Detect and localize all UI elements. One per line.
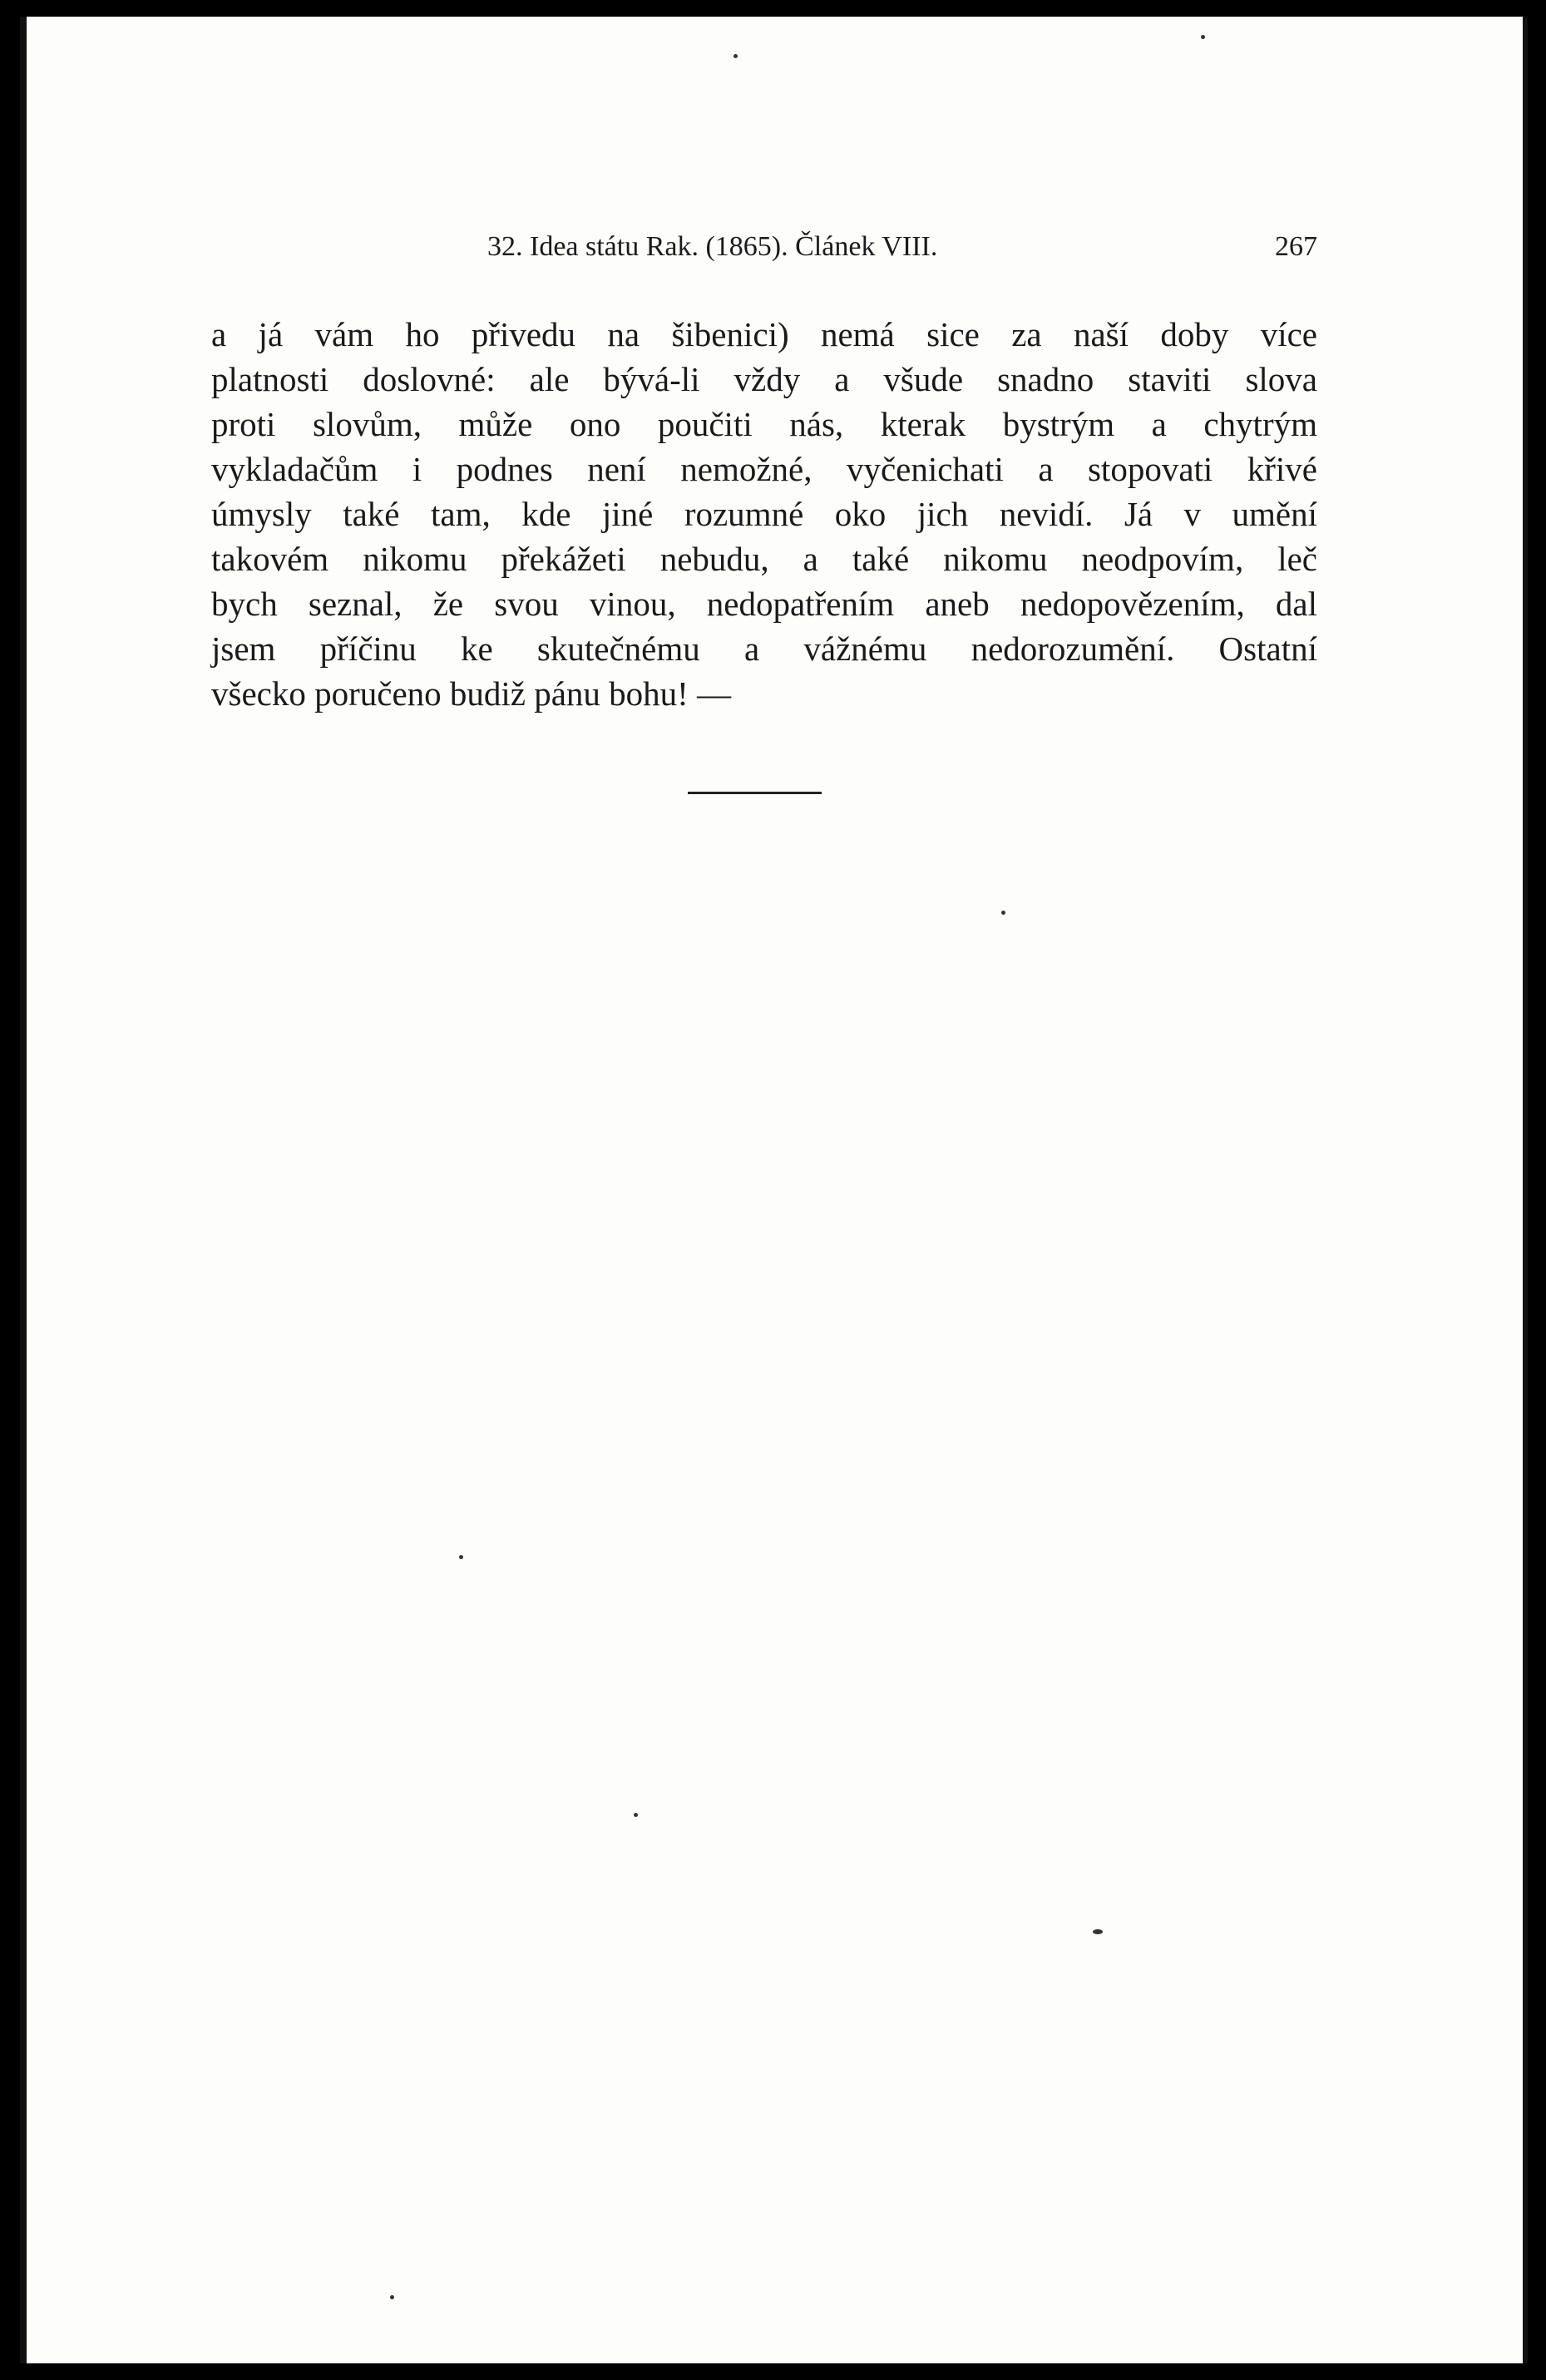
text-line: úmysly také tam, kde jiné rozumné oko jich nevidí. Já v umění bbox=[211, 495, 1317, 533]
text-line: takovém nikomu překážeti nebudu, a také nikomu neodpovím, leč bbox=[211, 540, 1317, 578]
text-line: platnosti doslovné: ale bývá-li vždy a všude snadno staviti slova bbox=[211, 360, 1317, 398]
text-line: a já vám ho přivedu na šibenici) nemá sice za naší doby více bbox=[211, 315, 1317, 353]
book-page bbox=[20, 17, 1528, 2363]
body-paragraph bbox=[211, 312, 1317, 716]
page-number: 267 bbox=[1275, 231, 1317, 262]
paper-speck bbox=[1001, 911, 1005, 915]
paper-speck bbox=[634, 1813, 638, 1817]
paper-speck bbox=[733, 54, 738, 58]
paper-speck bbox=[1201, 35, 1205, 39]
text-line: vykladačům i podnes není nemožné, vyčenichati a stopovati křivé bbox=[211, 450, 1317, 488]
running-title: 32. Idea státu Rak. (1865). Článek VIII. bbox=[487, 231, 938, 262]
text-line: jsem příčinu ke skutečnému a vážnému nedorozumění. Ostatní bbox=[211, 630, 1317, 668]
text-line: bych seznal, že svou vinou, nedopatřením aneb nedopovězením, dal bbox=[211, 585, 1317, 623]
running-head bbox=[211, 226, 1317, 268]
paper-speck bbox=[390, 2295, 394, 2299]
section-end-rule bbox=[688, 792, 822, 794]
page-binding-edge bbox=[20, 17, 27, 2363]
text-line: proti slovům, může ono poučiti nás, kterak bystrým a chytrým bbox=[211, 405, 1317, 443]
page-right-edge bbox=[1523, 17, 1528, 2363]
text-line: všecko poručeno budiž pánu bohu! — bbox=[211, 674, 732, 713]
paper-speck bbox=[459, 1555, 463, 1559]
paper-speck bbox=[1093, 1929, 1103, 1934]
